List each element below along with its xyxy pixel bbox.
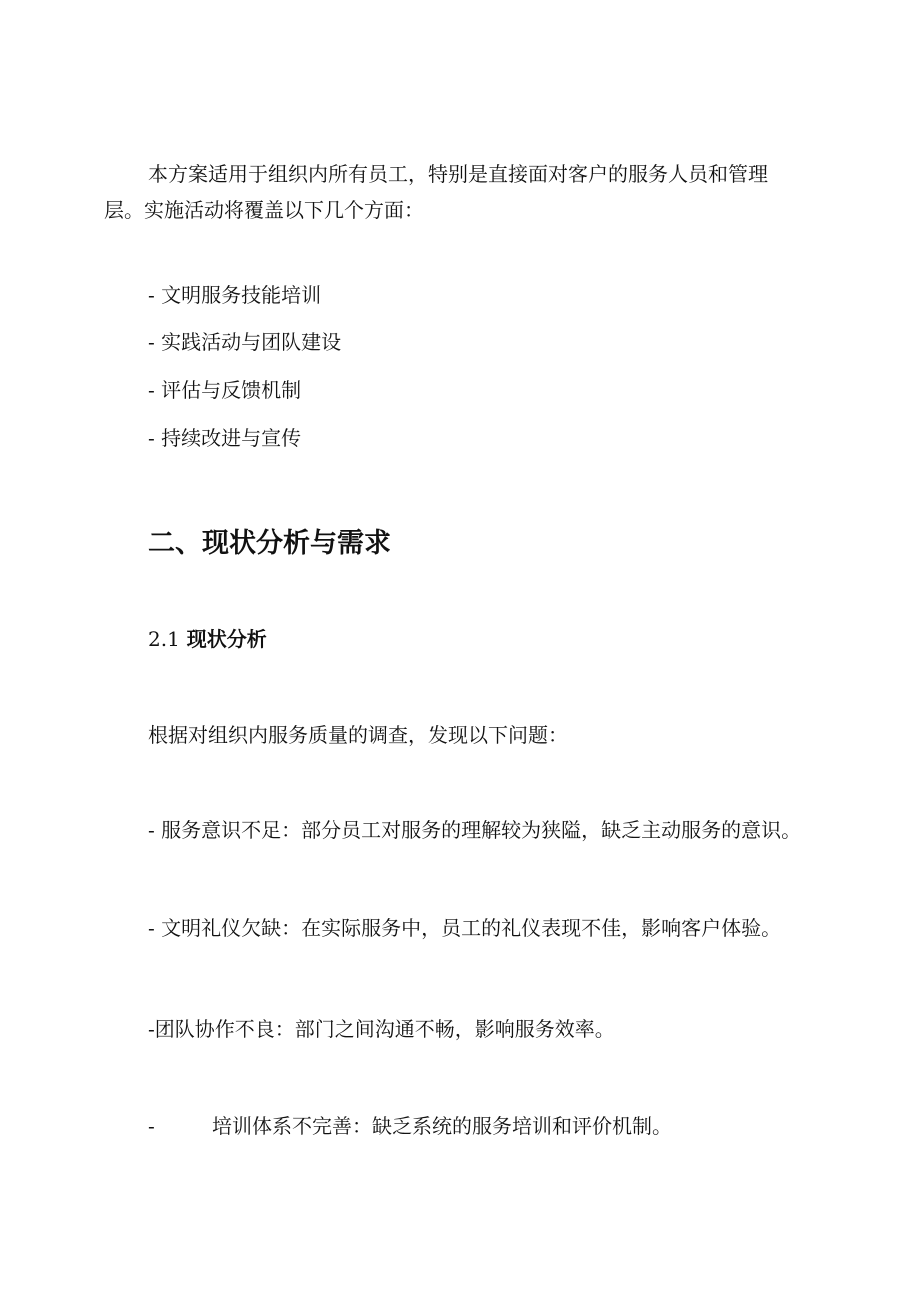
issue-teamwork: -团队协作不良：部门之间沟通不畅，影响服务效率。 — [148, 1017, 615, 1041]
issue-etiquette: - 文明礼仪欠缺：在实际服务中，员工的礼仪表现不佳，影响客户体验。 — [148, 916, 782, 940]
scope-item-evaluation: - 评估与反馈机制 — [148, 378, 302, 402]
scope-item-practice: - 实践活动与团队建设 — [148, 330, 342, 354]
issue-training-text: 培训体系不完善：缺乏系统的服务培训和评价机制。 — [212, 1114, 672, 1138]
section-heading: 二、现状分析与需求 — [148, 528, 391, 559]
scope-item-improvement: - 持续改进与宣传 — [148, 426, 302, 450]
issue-service-awareness: - 服务意识不足：部分员工对服务的理解较为狭隘，缺乏主动服务的意识。 — [148, 818, 802, 842]
scope-item-training: - 文明服务技能培训 — [148, 283, 322, 307]
issue-training-system — [148, 1111, 672, 1141]
intro-paragraph: 本方案适用于组织内所有员工，特别是直接面对客户的服务人员和管理层。实施活动将覆盖以下几个方面： — [104, 162, 768, 222]
subsection-heading — [148, 624, 267, 654]
findings-lead: 根据对组织内服务质量的调查，发现以下问题： — [148, 723, 568, 747]
subsection-number: 2.1 — [148, 627, 180, 651]
subsection-title: 现状分析 — [186, 627, 267, 651]
issue-dash: - — [148, 1114, 155, 1138]
